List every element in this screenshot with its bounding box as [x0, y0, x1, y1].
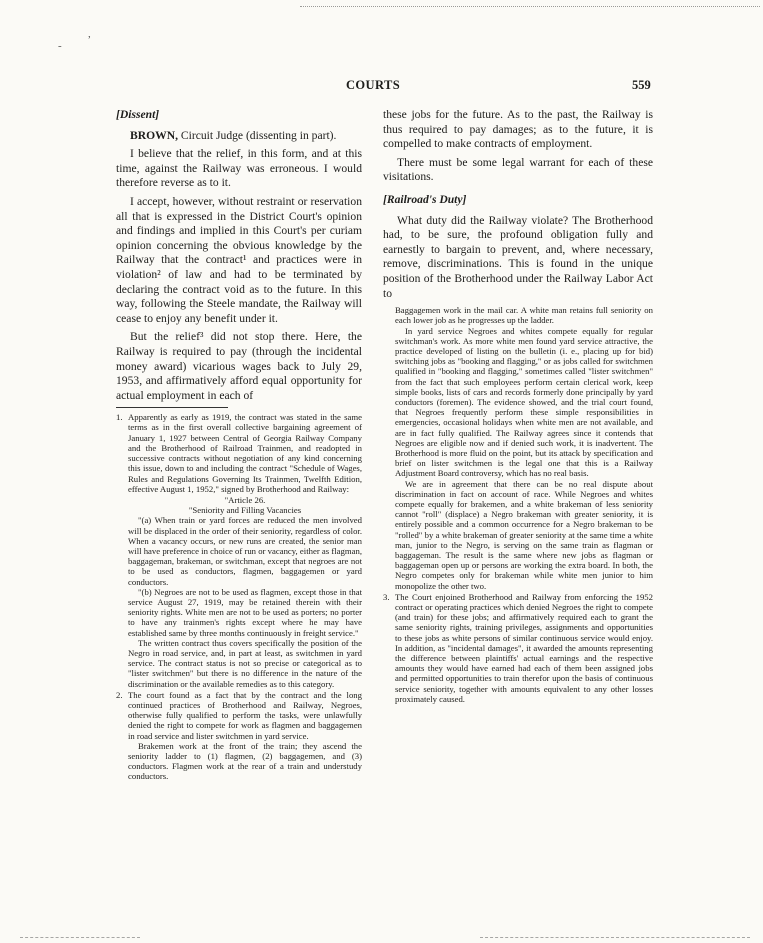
footnote-text: The court found as a fact that by the contract and the long continued practices of Brotherhood and Railway, Negroes, otherwise fully qualified to perform the tasks, were unlawfully denied the right to compete for work as flagmen and baggagemen in road service and lister switchmen in yard service.: [128, 689, 362, 741]
right-body: [383, 108, 653, 301]
footnote-paragraph: We are in agreement that there can be no real dispute about discrimination in fact on account of race. While Negroes and whites compete equally for brakemen, and a white brakeman of less seniority cannot "roll" (displace) a Negro brakeman with greater seniority, it is entirely possible and a common occurrence for a Negro brakeman to be "rolled" by a white brakeman of greater seniority at the same time a white man, junior to the Negro, is serving on the same train as flagman or baggageman. The result is the same where new jobs as flagman or baggageman open up or persons are working the extra board. In both, the Negro competes only for brakeman while white men junior to him monopolize the other two.: [395, 478, 653, 591]
scan-mark: ,: [88, 28, 91, 40]
footnote-paragraph: The written contract thus covers specifically the position of the Negro in road service, and, in part at least, as switchmen in yard service. The contract status is not so precise or categorical as to "lister switchmen" but there is no difference in the nature of the discrimination or the available remedies as to this category.: [128, 637, 362, 689]
footnote-number: 3.: [383, 591, 390, 602]
bottom-edge-dots: [20, 937, 140, 938]
footnote-text: Apparently as early as 1919, the contract was stated in the same terms as in the first overall collective bargaining agreement of January 1, 1927 between Central of Georgia Railway Company and the Brotherhood of Railroad Trainmen, and readopted in successive contracts without negotiation of any kind concerning this issue, down to and including the contract "Schedule of Wages, Rules and Regulations Governing Its Trainmen, Twelfth Edition, effective August 1, 1952," signed by Brotherhood and Railway:: [128, 412, 362, 494]
left-column: [116, 108, 362, 783]
running-head: COURTS: [346, 78, 401, 92]
footnote-3: [383, 592, 653, 704]
article-number: "Article 26.: [224, 494, 266, 505]
paragraph: I accept, however, without restraint or reservation all that is expressed in the District Court's opinion and findings and implied in this Court's per curiam opinion concerning the obvious knowledge by the Railway that the contract¹ and practices were in violation² of law and had to be terminated by declaring the contract void as to the future. In this way, following the Steele mandate, the Railway will cease to enjoy any benefit under it.: [116, 194, 362, 325]
footnote-paragraph: Brakemen work at the front of the train; they ascend the seniority ladder to (1) flagmen, (2) baggagemen, and (3) conductors. Flagmen work at the rear of a train and understudy conductors.: [128, 740, 362, 782]
duty-heading: [Railroad's Duty]: [383, 192, 467, 206]
article-subsection-b: "(b) Negroes are not to be used as flagmen, except those in that service August 27, 1919, may be retained therein with their seniority rights. White men are not to be used as porters; no porter to have any trainmen's rights except where he may have established same by three months continuously in freight service.": [128, 586, 362, 638]
footnote-1: [116, 412, 362, 688]
footnote-number: 1.: [116, 412, 123, 423]
judge-title: Circuit Judge (dissenting in part).: [180, 128, 337, 142]
right-column: [383, 108, 653, 705]
article-subsection-a: "(a) When train or yard forces are reduced the men involved will be displaced in the order of their seniority, regardless of color. When a vacancy occurs, or new runs are created, the senior man will have preference in choice of run or vacancy, either as flagman, baggageman, brakeman, or switchman, except that negroes are not to be used as conductors, flagmen, baggagemen or yard conductors.: [128, 515, 362, 587]
paragraph: What duty did the Railway violate? The Brotherhood had, to be sure, the profound obligation fully and earnestly to bargain to prevent, and, where necessary, remove, discriminations. This is found in the unique position of the Brotherhood under the Railway Labor Act to: [383, 213, 653, 300]
scan-mark: -: [58, 40, 62, 52]
footnote-paragraph: In yard service Negroes and whites compete equally for regular switchman's work. As more white men found yard service attractive, the practice developed of listing on the bulletin (i. e., placing up for bid) switching jobs as "booking and flagging," or as jobs called for switchmen qualified in "booking and flagging," sometimes called "lister switchmen" from the fact that such employees perform certain clerical work, keep simple books, lists of cars and records formerly done principally by yard conductors (foremen). The evidence showed, and the trial court found, that Negroes frequently perform these simple responsibilities in emergencies, occasional holidays when white men are not available, and are in fact fully qualified. The Railway agrees since it contends that Negroes are eligible now and if denied such work, it is inadvertent. The Brotherhood is more fluid on the point, but its attack by specification and brief on lister switchmen is the legal one that this is a Railway Adjustment Board controversy, which has no real basis.: [395, 325, 653, 479]
footnote-paragraph: Baggagemen work in the mail car. A white man retains full seniority on each lower job as he progresses up the ladder.: [395, 305, 653, 326]
article-title: "Seniority and Filling Vacancies: [188, 505, 302, 516]
footnote-number: 2.: [116, 689, 123, 700]
left-body: [116, 108, 362, 403]
paragraph: But the relief³ did not stop there. Here, the Railway is required to pay (through the incidental money award) vicarious wages back to July 29, 1953, and affirmatively afford equal opportunity for actual employment in each of: [116, 330, 362, 402]
right-footnotes: [383, 305, 653, 704]
footnote-text: The Court enjoined Brotherhood and Railway from enforcing the 1952 contract or operating practices which denied Negroes the right to compete (and train) for these jobs; and affirmatively required each to grant the same seniority rights, training privileges, assignments and opportunities to these jobs as white persons of similar continuous service would enjoy. In addition, as "incidental damages", it awarded the amounts representing the difference between plaintiffs' actual earnings and the respective amounts they would have earned had each of them been assigned jobs and permitted opportunities to train therefor upon the basis of continuous service seniority, together with amounts equivalent to any other losses proximately caused.: [395, 591, 653, 704]
judge-line: [116, 129, 362, 144]
paragraph: There must be some legal warrant for each of these visitations.: [383, 155, 653, 184]
page-header: [0, 78, 763, 94]
footnote-rule: [116, 407, 228, 408]
footnote-2: [116, 690, 362, 782]
page-number: 559: [632, 78, 651, 92]
paragraph: these jobs for the future. As to the past, the Railway is thus required to pay damages; as to the future, it is compelled to make contracts of employment.: [383, 108, 653, 151]
judge-name: BROWN,: [130, 128, 178, 142]
dissent-heading: [Dissent]: [116, 108, 160, 121]
left-footnotes: [116, 412, 362, 781]
top-edge-dots: [300, 6, 760, 7]
footnote-2-continued: [383, 305, 653, 591]
paragraph: I believe that the relief, in this form, and at this time, against the Railway was erroneous. I would therefore reverse as to it.: [116, 147, 362, 190]
bottom-edge-dots: [480, 937, 750, 938]
